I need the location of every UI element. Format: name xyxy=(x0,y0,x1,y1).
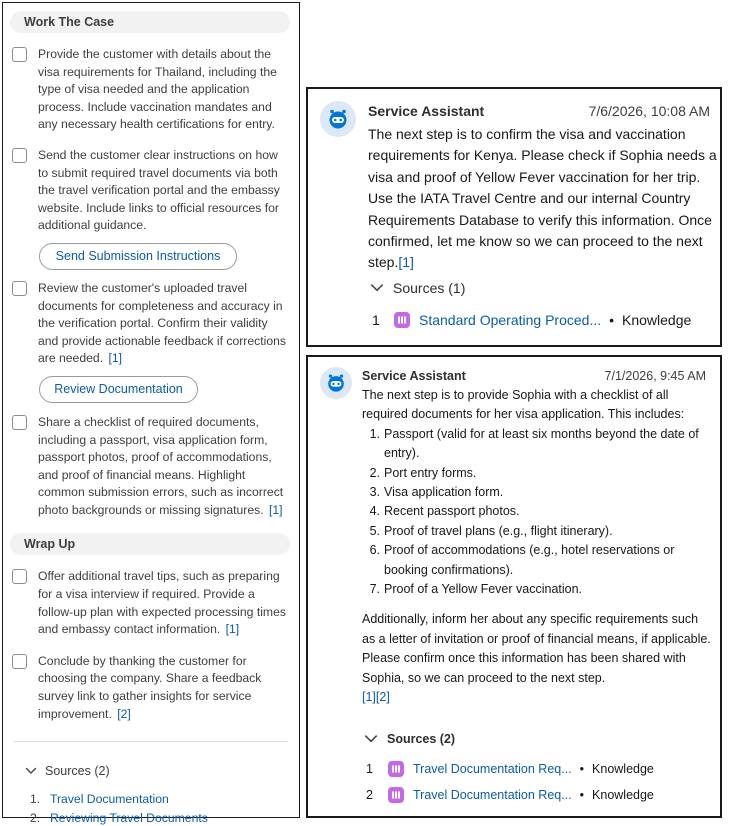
separator-dot: • xyxy=(609,312,615,328)
task-description: Conclude by thanking the customer for choosing the company. Share a feedback survey link to gather insights for service improvement. xyxy=(38,653,262,721)
source-number: 1 xyxy=(372,312,380,328)
task-text xyxy=(38,414,290,520)
citation-link[interactable]: [1] xyxy=(225,622,240,637)
source-item xyxy=(366,761,654,777)
citation-link[interactable]: [1] xyxy=(268,502,283,517)
source-link[interactable]: Travel Documentation Req... xyxy=(413,762,572,776)
task-item xyxy=(10,653,292,723)
source-item xyxy=(366,787,654,803)
chevron-down-icon xyxy=(25,765,37,777)
sources-toggle[interactable] xyxy=(370,280,465,296)
sender-name: Service Assistant xyxy=(368,103,485,119)
assistant-message-card xyxy=(306,355,722,818)
sources-label: Sources (2) xyxy=(387,732,456,746)
list-item: Proof of travel plans (e.g., flight itinerary). xyxy=(384,523,613,538)
list-item: Port entry forms. xyxy=(384,465,477,480)
task-checkbox[interactable] xyxy=(12,47,27,62)
knowledge-article-icon xyxy=(388,787,404,803)
source-number: 1. xyxy=(30,791,41,806)
sources-label: Sources (1) xyxy=(393,280,466,296)
task-text xyxy=(38,653,290,723)
section-header-wrap-up[interactable] xyxy=(10,533,290,555)
task-text xyxy=(38,46,290,134)
message-header xyxy=(368,103,710,119)
robot-avatar-icon xyxy=(320,101,356,137)
chevron-down-icon xyxy=(364,732,378,746)
source-link[interactable]: Travel Documentation xyxy=(50,791,169,806)
citation-link[interactable]: [2] xyxy=(375,690,390,705)
task-description: Share a checklist of required documents, including a passport, visa application form, passport photos, proof of accommodations, and proof of financial means. Highlight common submission errors, such as incorrect photo backgrounds or missing signatures. xyxy=(38,414,284,517)
knowledge-article-icon xyxy=(394,312,410,328)
section-title: Wrap Up xyxy=(24,537,76,552)
source-number: 2 xyxy=(366,788,373,802)
task-text xyxy=(38,147,290,235)
task-item xyxy=(10,414,292,520)
citation-link[interactable]: [1] xyxy=(362,690,376,705)
separator-dot: • xyxy=(579,788,585,802)
message-outro xyxy=(362,610,712,707)
review-documentation-button[interactable]: Review Documentation xyxy=(39,376,198,403)
message-intro: The next step is to provide Sophia with a checklist of all required documents for her visa application. This includes: xyxy=(362,388,685,422)
source-link[interactable]: Standard Operating Proced... xyxy=(419,312,602,328)
list-item: Proof of accommodations (e.g., hotel reservations or booking confirmations). xyxy=(384,543,675,577)
section-title: Work The Case xyxy=(24,15,115,29)
list-item: Proof of a Yellow Fever vaccination. xyxy=(384,582,583,597)
sources-label: Sources (2) xyxy=(45,764,110,779)
message-timestamp: 7/6/2026, 10:08 AM xyxy=(588,103,710,119)
task-text xyxy=(38,280,290,368)
task-text xyxy=(38,568,290,638)
source-item xyxy=(372,312,691,328)
citation-link[interactable]: [2] xyxy=(117,706,131,721)
list-item: Passport (valid for at least six months beyond the date of entry). xyxy=(384,426,699,461)
message-body xyxy=(368,124,718,274)
source-item xyxy=(30,808,292,826)
separator-dot: • xyxy=(579,762,585,776)
sender-name: Service Assistant xyxy=(362,369,466,383)
task-item xyxy=(10,568,292,638)
task-description: Review the customer's uploaded travel documents for completeness and accuracy in the verification portal. Confirm their validity and provide actionable feedback if corrections are needed. xyxy=(38,280,286,366)
sources-toggle[interactable] xyxy=(25,764,292,778)
robot-avatar-icon xyxy=(320,367,352,399)
task-checkbox[interactable] xyxy=(12,281,27,296)
sources-toggle[interactable] xyxy=(364,732,455,746)
case-task-panel xyxy=(2,2,300,825)
divider xyxy=(14,741,288,742)
task-item xyxy=(10,280,292,368)
message-text: The next step is to confirm the visa and vaccination requirements for Kenya. Please check if Sophia needs a visa and proof of Yellow Fever vaccination for her trip. Use the IATA Travel Centre and our internal Country Requirements Database to verify this information. Once confirmed, let me know so we can proceed to the next step. xyxy=(368,126,717,271)
source-link[interactable]: Reviewing Travel Documents xyxy=(50,810,208,825)
knowledge-article-icon xyxy=(388,761,404,777)
task-checkbox[interactable] xyxy=(12,569,27,584)
source-type: Knowledge xyxy=(622,312,692,328)
requirements-list xyxy=(362,425,712,600)
message-timestamp: 7/1/2026, 9:45 AM xyxy=(604,369,706,383)
source-number: 2. xyxy=(30,810,41,825)
task-description: Send the customer clear instructions on how to submit required travel documents via both the travel verification portal and the embassy website. Include links to official resources for additional guidance. xyxy=(38,147,280,233)
message-text: Additionally, inform her about any specific requirements such as a letter of invitation or proof of financial means, if applicable. Please confirm once this information has been shared with Sophia, so we can proceed to the next step. xyxy=(362,612,711,685)
chevron-down-icon xyxy=(370,281,384,295)
task-description: Offer additional travel tips, such as preparing for a visa interview if required. Provide a follow-up plan with expected processing times and embassy contact information. xyxy=(38,569,286,637)
citation-link[interactable]: [1] xyxy=(398,254,414,271)
message-body xyxy=(362,386,712,708)
task-item xyxy=(10,46,292,134)
task-description: Provide the customer with details about the visa requirements for Thailand, including the type of visa needed and the application process. Include vaccination mandates and any necessary health certifications for entry. xyxy=(38,47,277,132)
task-checkbox[interactable] xyxy=(12,654,27,669)
list-item: Recent passport photos. xyxy=(384,504,520,519)
send-submission-instructions-button[interactable]: Send Submission Instructions xyxy=(39,243,237,270)
task-checkbox[interactable] xyxy=(12,415,27,430)
source-type: Knowledge xyxy=(592,788,654,802)
message-header xyxy=(362,369,706,383)
source-number: 1 xyxy=(366,762,373,776)
sources-list xyxy=(30,789,292,826)
citation-link[interactable]: [1] xyxy=(108,351,123,366)
section-header-work-the-case[interactable] xyxy=(10,11,290,33)
list-item: Visa application form. xyxy=(384,485,504,500)
source-link[interactable]: Travel Documentation Req... xyxy=(413,788,572,802)
task-checkbox[interactable] xyxy=(12,148,27,163)
source-item xyxy=(30,789,292,808)
assistant-message-card xyxy=(306,87,722,347)
task-item xyxy=(10,147,292,235)
source-type: Knowledge xyxy=(592,762,654,776)
